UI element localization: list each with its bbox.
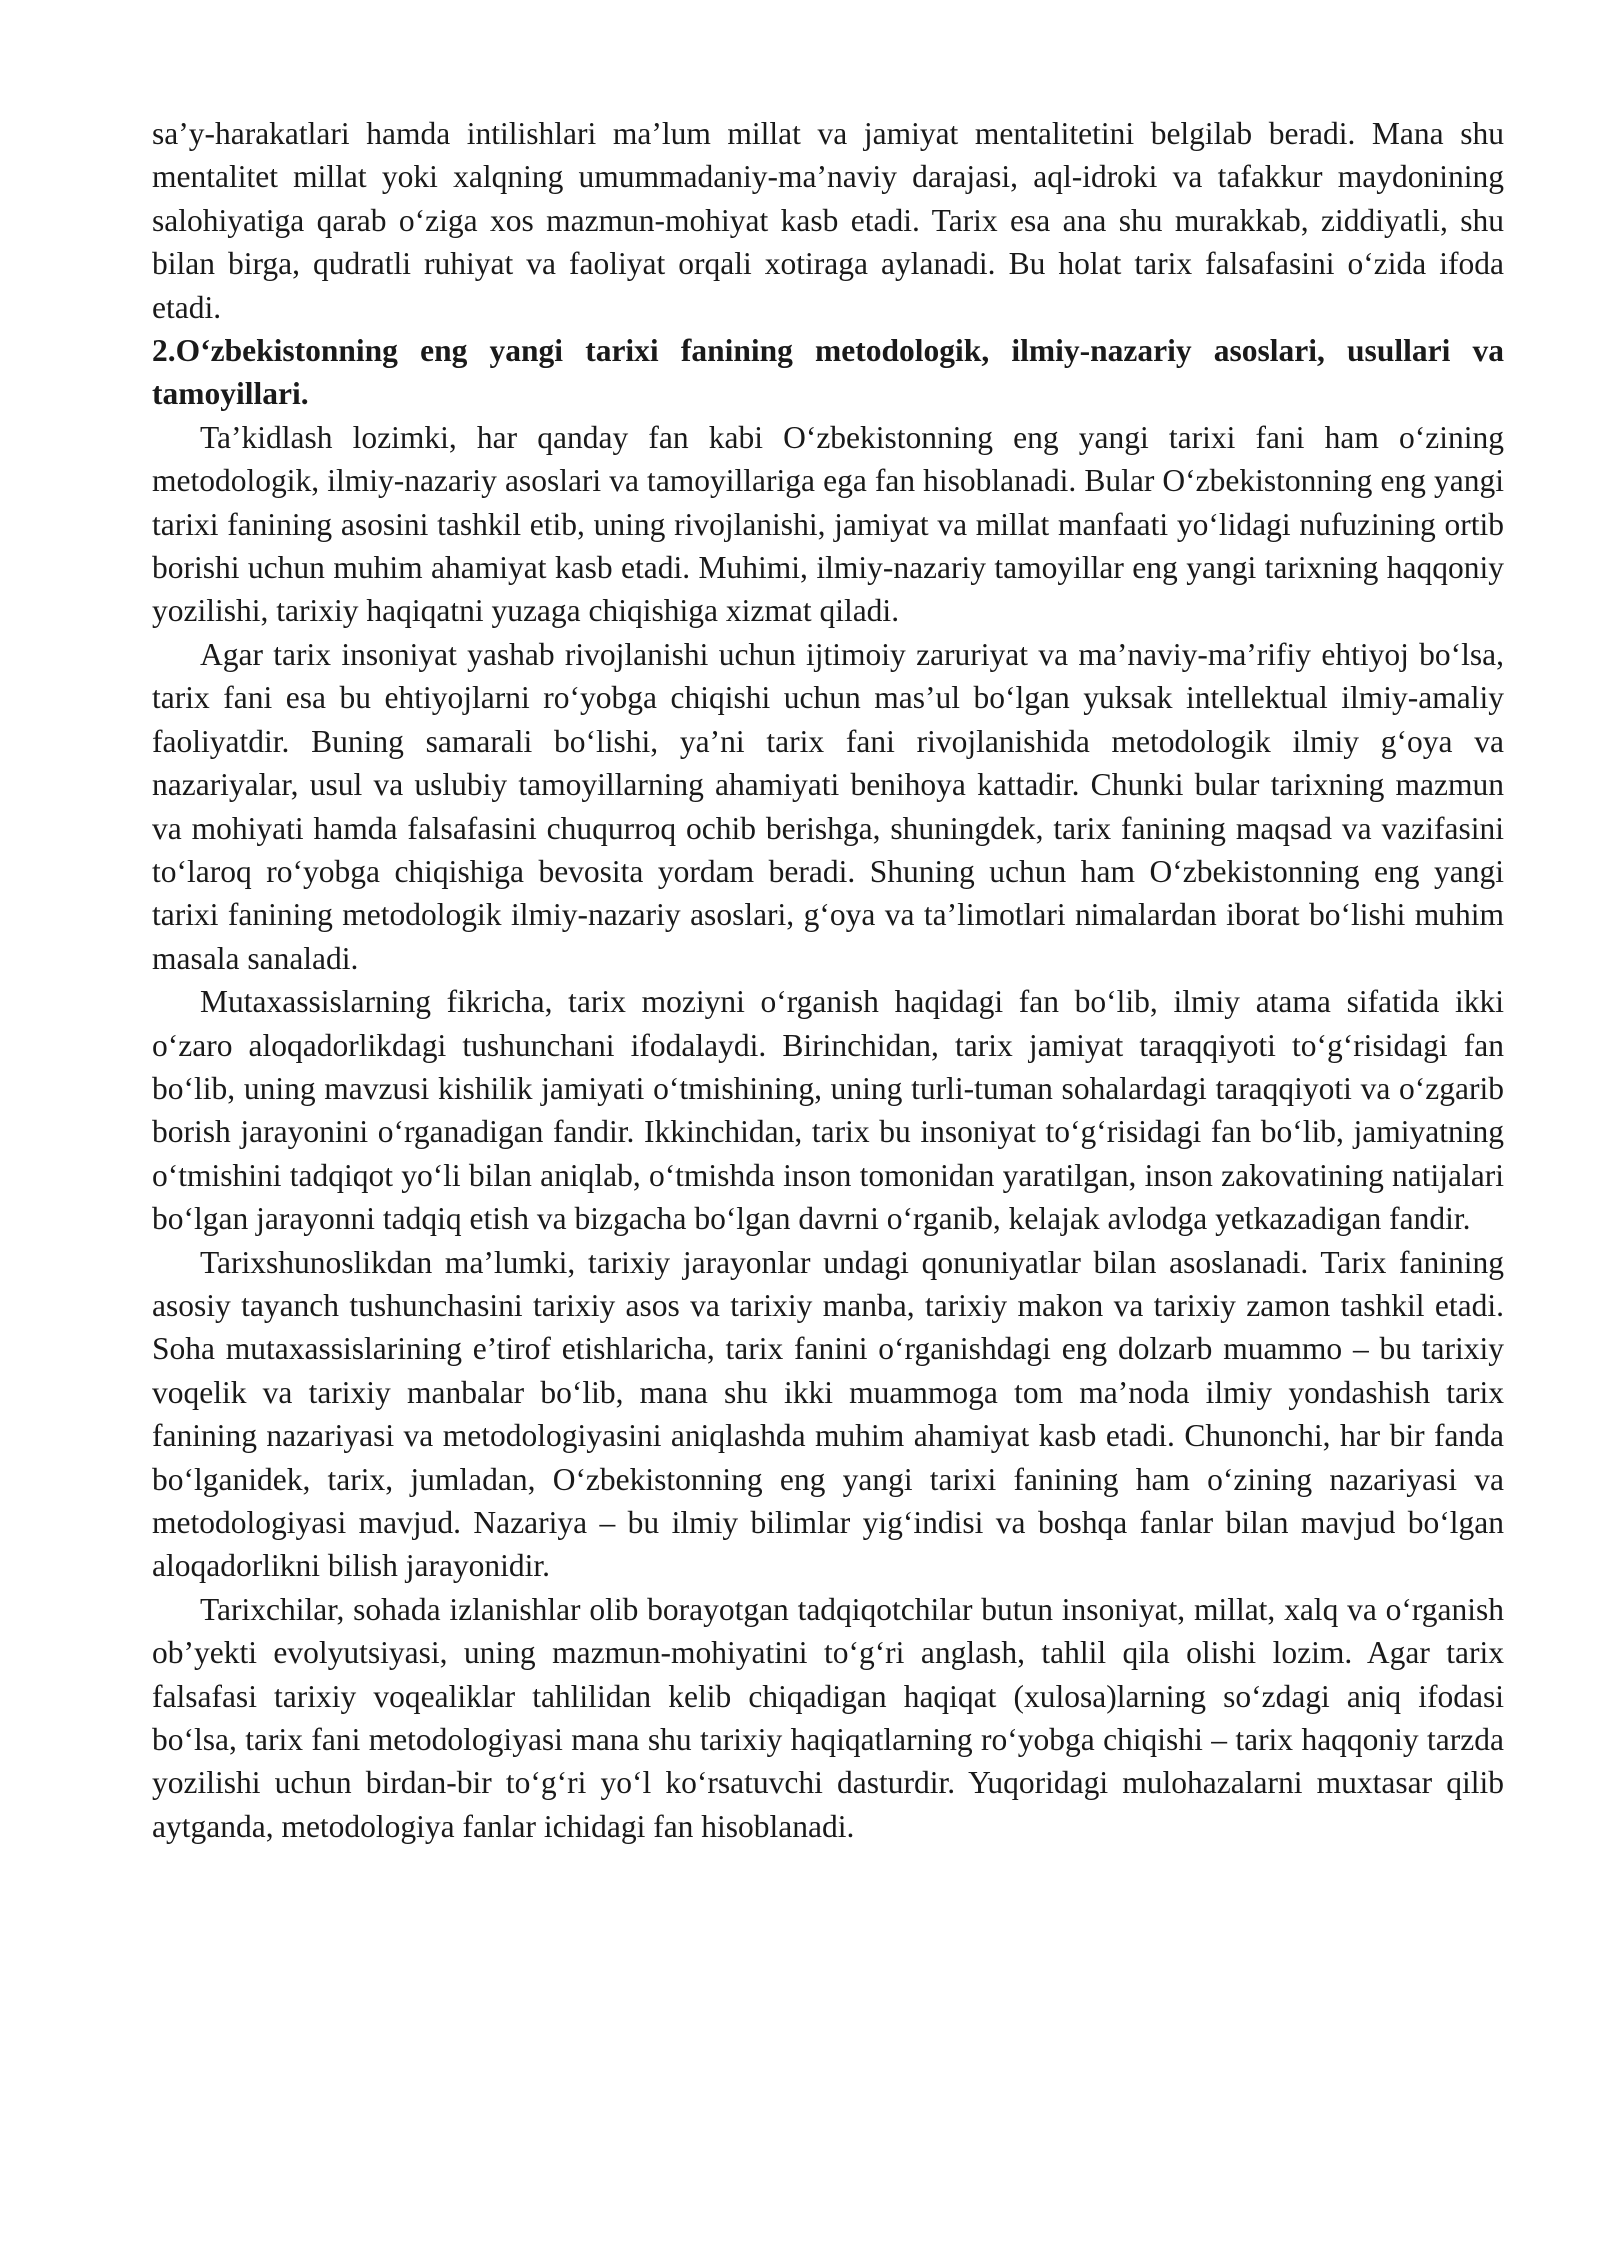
- paragraph-4: Tarixshunoslikdan ma’lumki, tarixiy jarayonlar undagi qonuniyatlar bilan asoslanadi. Tarix fanining asosiy tayanch tushunchasini tarixiy asos va tarixiy manba, tarixiy makon va tarixiy zamon tashkil etadi. Soha mutaxassislarining e’tirof etishlaricha, tarix fanini o‘rganishdagi eng dolzarb muammo – bu tarixiy voqelik va tarixiy manbalar bo‘lib, mana shu ikki muammoga tom ma’noda ilmiy yondashish tarix fanining nazariyasi va metodologiyasini aniqlashda muhim ahamiyat kasb etadi. Chunonchi, har bir fanda bo‘lganidek, tarix, jumladan, O‘zbekistonning eng yangi tarixi fanining ham o‘zining nazariyasi va metodologiyasi mavjud. Nazariya – bu ilmiy bilimlar yig‘indisi va boshqa fanlar bilan mavjud bo‘lgan aloqadorlikni bilish jarayonidir.: [152, 1244, 1504, 1584]
- paragraph-2: Agar tarix insoniyat yashab rivojlanishi uchun ijtimoiy zaruriyat va ma’naviy-ma’rifiy ehtiyoj bo‘lsa, tarix fani esa bu ehtiyojlarni ro‘yobga chiqishi uchun mas’ul bo‘lgan yuksak intellektual ilmiy-amaliy faoliyatdir. Buning samarali bo‘lishi, ya’ni tarix fani rivojlanishida metodologik ilmiy g‘oya va nazariyalar, usul va uslubiy tamoyillarning ahamiyati benihoya kattadir. Chunki bular tarixning mazmun va mohiyati hamda falsafasini chuqurroq ochib berishga, shuningdek, tarix fanining maqsad va vazifasini to‘laroq ro‘yobga chiqishiga bevosita yordam beradi. Shuning uchun ham O‘zbekistonning eng yangi tarixi fanining metodologik ilmiy-nazariy asoslari, g‘oya va ta’limotlari nimalardan iborat bo‘lishi muhim masala sanaladi.: [152, 636, 1504, 976]
- section-heading: 2.O‘zbekistonning eng yangi tarixi fanining metodologik, ilmiy-nazariy asoslari, usullari va tamoyillari.: [152, 333, 1504, 412]
- paragraph-1: Ta’kidlash lozimki, har qanday fan kabi O‘zbekistonning eng yangi tarixi fani ham o‘zining metodologik, ilmiy-nazariy asoslari va tamoyillariga ega fan hisoblanadi. Bular O‘zbekistonning eng yangi tarixi fanining asosini tashkil etib, uning rivojlanishi, jamiyat va millat manfaati yo‘lidagi nufuzining ortib borishi uchun muhim ahamiyat kasb etadi. Muhimi, ilmiy-nazariy tamoyillar eng yangi tarixning haqqoniy yozilishi, tarixiy haqiqatni yuzaga chiqishiga xizmat qiladi.: [152, 419, 1504, 629]
- paragraph-3: Mutaxassislarning fikricha, tarix moziyni o‘rganish haqidagi fan bo‘lib, ilmiy atama sifatida ikki o‘zaro aloqadorlikdagi tushunchani ifodalaydi. Birinchidan, tarix jamiyat taraqqiyoti to‘g‘risidagi fan bo‘lib, uning mavzusi kishilik jamiyati o‘tmishining, uning turli-tuman sohalardagi taraqqiyoti va o‘zgarib borish jarayonini o‘rganadigan fandir. Ikkinchidan, tarix bu insoniyat to‘g‘risidagi fan bo‘lib, jamiyatning o‘tmishini tadqiqot yo‘li bilan aniqlab, o‘tmishda inson tomonidan yaratilgan, inson zakovatining natijalari bo‘lgan jarayonni tadqiq etish va bizgacha bo‘lgan davrni o‘rganib, kelajak avlodga yetkazadigan fandir.: [152, 984, 1504, 1237]
- document-page: [152, 112, 1504, 1848]
- paragraph-5: Tarixchilar, sohada izlanishlar olib borayotgan tadqiqotchilar butun insoniyat, millat, xalq va o‘rganish ob’yekti evolyutsiyasi, uning mazmun-mohiyatini to‘g‘ri anglash, tahlil qila olishi lozim. Agar tarix falsafasi tarixiy voqealiklar tahlilidan kelib chiqadigan haqiqat (xulosa)larning so‘zdagi aniq ifodasi bo‘lsa, tarix fani metodologiyasi mana shu tarixiy haqiqatlarning ro‘yobga chiqishi – tarix haqqoniy tarzda yozilishi uchun birdan-bir to‘g‘ri yo‘l ko‘rsatuvchi dasturdir. Yuqoridagi mulohazalarni muxtasar qilib aytganda, metodologiya fanlar ichidagi fan hisoblanadi.: [152, 1591, 1504, 1844]
- intro-paragraph: sa’y-harakatlari hamda intilishlari ma’lum millat va jamiyat mentalitetini belgilab beradi. Mana shu mentalitet millat yoki xalqning umummadaniy-ma’naviy darajasi, aql-idroki va tafakkur maydonining salohiyatiga qarab o‘ziga xos mazmun-mohiyat kasb etadi. Tarix esa ana shu murakkab, ziddiyatli, shu bilan birga, qudratli ruhiyat va faoliyat orqali xotiraga aylanadi. Bu holat tarix falsafasini o‘zida ifoda etadi.: [152, 116, 1504, 325]
